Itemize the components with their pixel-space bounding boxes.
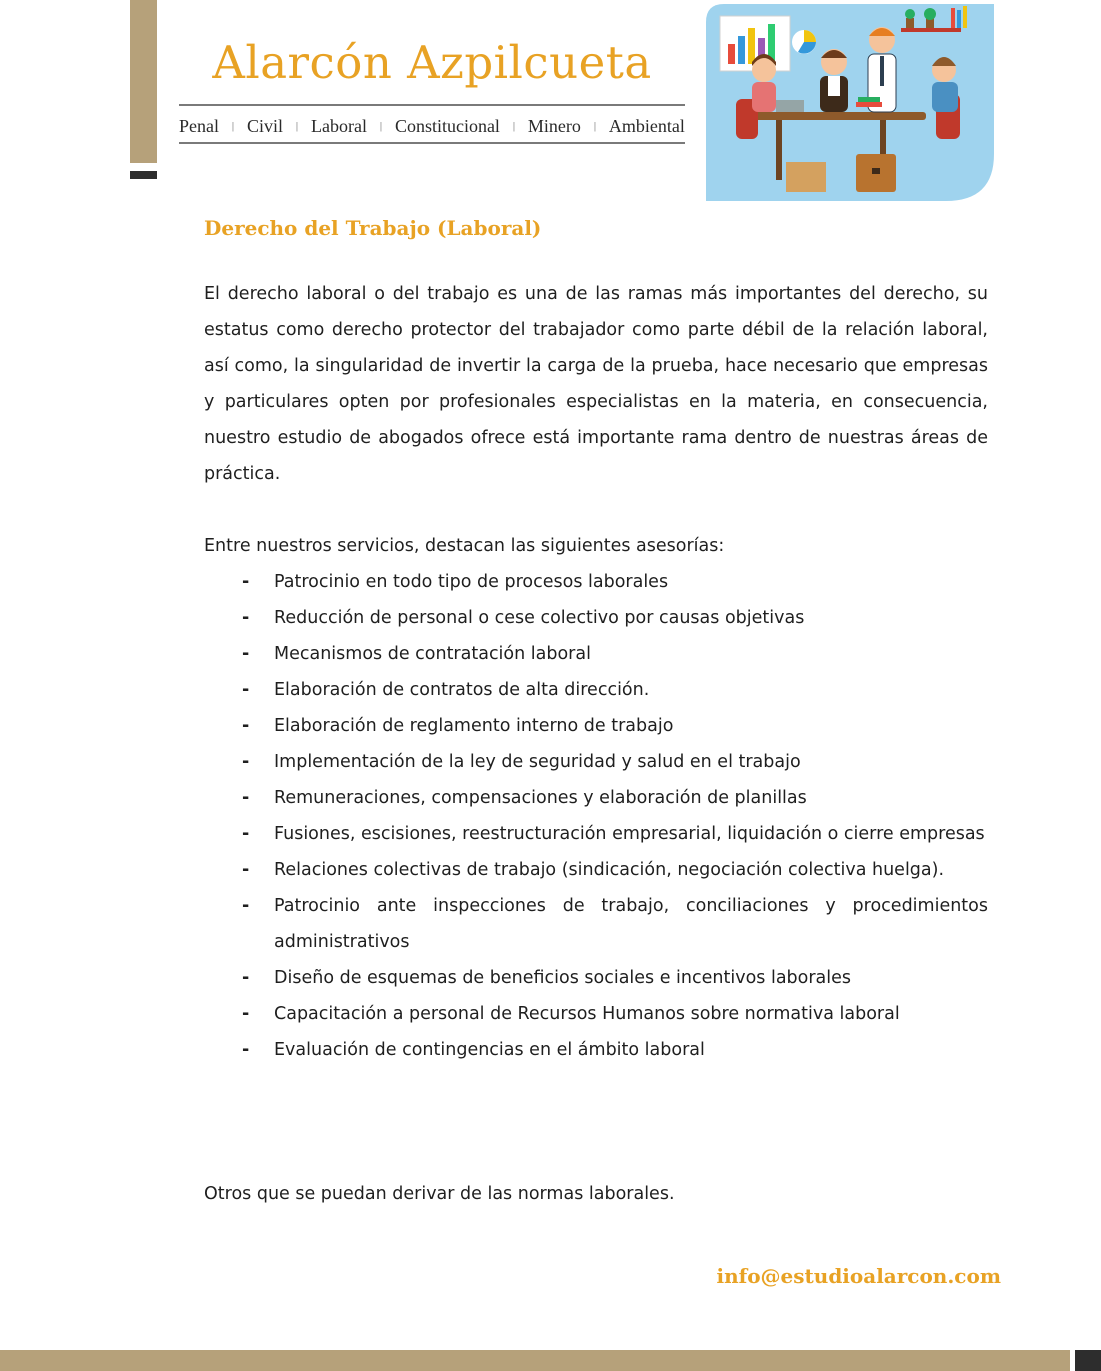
list-item — [204, 708, 988, 744]
bullet-dash: - — [242, 680, 250, 700]
service-text: Remuneraciones, compensaciones y elaboración de planillas — [274, 788, 807, 808]
service-text: Capacitación a personal de Recursos Humanos sobre normativa laboral — [274, 1004, 900, 1024]
practice-areas — [179, 114, 685, 138]
document-title: Derecho del Trabajo (Laboral) — [204, 216, 542, 240]
area-separator: | — [231, 120, 235, 132]
area-penal: Penal — [179, 115, 219, 136]
bullet-dash: - — [242, 572, 250, 592]
bullet-dash: - — [242, 788, 250, 808]
bullet-dash: - — [242, 824, 250, 844]
area-separator: | — [512, 120, 516, 132]
bullet-dash: - — [242, 644, 250, 664]
service-text: Mecanismos de contratación laboral — [274, 644, 591, 664]
service-text: Elaboración de reglamento interno de trabajo — [274, 716, 674, 736]
bullet-dash: - — [242, 860, 250, 880]
area-separator: | — [295, 120, 299, 132]
firm-name: Alarcón Azpilcueta — [212, 36, 652, 89]
list-item — [204, 780, 988, 816]
area-minero: Minero — [527, 115, 581, 136]
bullet-dash: - — [242, 1040, 250, 1060]
service-text: Reducción de personal o cese colectivo por causas objetivas — [274, 608, 805, 628]
list-item — [204, 996, 988, 1032]
service-text: Patrocinio en todo tipo de procesos laborales — [274, 572, 669, 592]
office-meeting-illustration — [706, 4, 994, 201]
list-item — [204, 852, 988, 888]
list-item — [204, 672, 988, 708]
service-text: Diseño de esquemas de beneficios sociales e incentivos laborales — [274, 968, 852, 988]
service-text: Patrocinio ante inspecciones de trabajo, conciliaciones y procedimientos administrativos — [274, 896, 988, 952]
services-list — [204, 564, 988, 1068]
area-separator: | — [379, 120, 383, 132]
side-accent-bar — [130, 0, 157, 163]
area-civil: Civil — [246, 115, 283, 136]
service-text: Implementación de la ley de seguridad y salud en el trabajo — [274, 752, 801, 772]
bullet-dash: - — [242, 896, 250, 916]
service-text: Evaluación de contingencias en el ámbito laboral — [274, 1040, 705, 1060]
closing-paragraph: Otros que se puedan derivar de las normas laborales. — [204, 1184, 675, 1204]
header-rule-bottom — [179, 142, 685, 144]
list-item — [204, 816, 988, 852]
area-constitucional: Constitucional — [394, 115, 500, 136]
list-item — [204, 744, 988, 780]
list-item — [204, 564, 988, 600]
intro-paragraph: El derecho laboral o del trabajo es una de las ramas más importantes del derecho, su estatus como derecho protector del trabajador como parte débil de la relación laboral, así como, la singularidad de invertir la carga de la prueba, hace necesario que empresas y particulares opten por profesionales especialistas en la materia, en consecuencia, nuestro estudio de abogados ofrece está importante rama dentro de nuestras áreas de práctica. — [204, 284, 988, 484]
contact-email[interactable]: info@estudioalarcon.com — [716, 1264, 1001, 1288]
list-item — [204, 600, 988, 636]
side-accent-bar-dark — [130, 171, 157, 179]
list-item — [204, 960, 988, 996]
list-item — [204, 636, 988, 672]
header-rule-top — [179, 104, 685, 106]
list-item — [204, 1032, 988, 1068]
bullet-dash: - — [242, 968, 250, 988]
service-text: Fusiones, escisiones, reestructuración empresarial, liquidación o cierre empresas — [274, 824, 985, 844]
bullet-dash: - — [242, 752, 250, 772]
footer-accent-square — [1075, 1350, 1101, 1371]
bullet-dash: - — [242, 1004, 250, 1024]
service-text: Elaboración de contratos de alta dirección. — [274, 680, 650, 700]
list-item — [204, 888, 988, 960]
area-laboral: Laboral — [310, 115, 367, 136]
area-separator: | — [593, 120, 597, 132]
footer-accent-bar — [0, 1350, 1070, 1371]
area-ambiental: Ambiental — [608, 115, 685, 136]
bullet-dash: - — [242, 608, 250, 628]
services-intro: Entre nuestros servicios, destacan las siguientes asesorías: — [204, 536, 725, 556]
bullet-dash: - — [242, 716, 250, 736]
service-text: Relaciones colectivas de trabajo (sindicación, negociación colectiva huelga). — [274, 860, 945, 880]
